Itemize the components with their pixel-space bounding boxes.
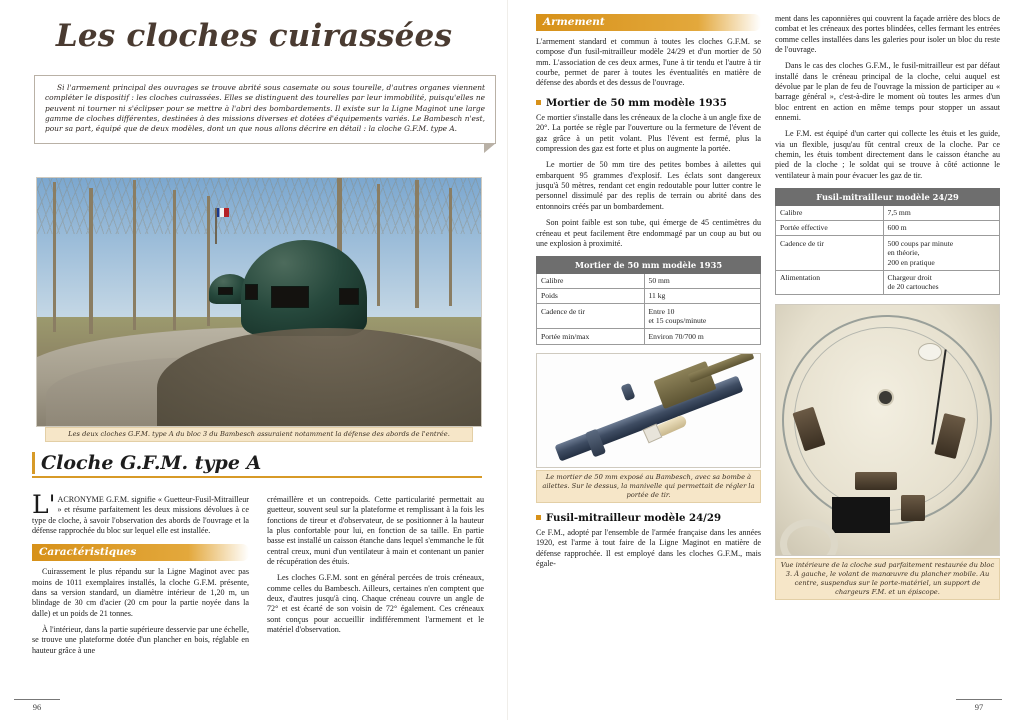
paragraph: Le F.M. est équipé d'un carter qui collecte les étuis et les guide, via un flexible, jusqu'au fût central creux de la cloche. Par ce chemin, les étuis tombent directement dans le caisson étanche au pied de la cloche ; le soldat qui se trouve à côté actionne le ventilateur à main pour évacuer les gaz de tir. — [775, 129, 1000, 180]
page-number-value: 96 — [32, 702, 42, 712]
caption-main-photo: Les deux cloches G.F.M. type A du bloc 3 du Bambesch assuraient notamment la défense des abords de l'entrée. — [45, 427, 473, 442]
page-number-left — [14, 699, 60, 712]
table-header-row — [537, 257, 761, 273]
table-cell-key: Portée effective — [776, 220, 884, 235]
paragraph: À l'intérieur, dans la partie supérieure desservie par une échelle, se trouve une plateforme dotée d'un plancher en bois, réglable en hauteur grâce à une — [32, 625, 249, 655]
table-cell-key: Poids — [537, 288, 645, 303]
table-cell-key: Calibre — [537, 273, 645, 288]
column-2 — [267, 495, 484, 662]
column-1 — [32, 490, 249, 662]
paragraph: ment dans les caponnières qui couvrent la façade arrière des blocs de combat et les créneaux des portes blindées, celles fermant les entrées comme celles installées dans les galeries pour isoler un bloc du reste de l'ouvrage. — [775, 14, 1000, 55]
column-end — [775, 14, 1000, 598]
table-cell-key: Cadence de tir — [776, 236, 884, 270]
table-fm — [775, 188, 1000, 295]
table-body — [537, 273, 761, 344]
page-right — [508, 0, 1016, 720]
paragraph: Ce mortier s'installe dans les créneaux de la cloche à un angle fixe de 20°. La portée se règle par l'ouverture ou la fermeture de l'évent de gaz grâce à un petit volant. Plus l'évent est fermé, plus la compression des gaz est forte et plus on augmente la portée. — [536, 113, 761, 154]
heading-mortier-label: Mortier de 50 mm modèle 1935 — [546, 96, 727, 109]
table-cell-value: 11 kg — [644, 288, 760, 303]
table-cell-value: 500 coups par minute en théorie, 200 en pratique — [883, 236, 999, 270]
table-title: Mortier de 50 mm modèle 1935 — [537, 257, 761, 273]
table-title: Fusil-mitrailleur modèle 24/29 — [776, 189, 1000, 205]
page-number-right — [956, 699, 1002, 712]
paragraph: Cuirassement le plus répandu sur la Ligne Maginot avec pas moins de 1011 exemplaires installés, la cloche G.F.M. présente, dans sa version standard, un diamètre intérieur de 1,20 m, un blindage de 30 cm d'acier (20 cm pour la partie noyée dans la dalle) et un poids de 21 tonnes. — [32, 567, 249, 618]
subhead-caracteristiques: Caractéristiques — [32, 544, 249, 561]
embrasure-dark — [832, 497, 890, 533]
intro-box — [34, 75, 496, 144]
table-row — [537, 304, 761, 329]
photo-cupolas — [36, 177, 482, 427]
column-middle — [536, 14, 761, 575]
photo-cupola-interior — [775, 304, 1000, 556]
table-row — [537, 288, 761, 303]
table-row — [537, 273, 761, 288]
magazine-rack — [855, 472, 897, 490]
table-cell-value: 50 mm — [644, 273, 760, 288]
table-body — [776, 205, 1000, 295]
caption-mortier: Le mortier de 50 mm exposé au Bambesch, avec sa bombe à ailettes. Sur le dessus, la manivelle qui permettait de régler la portée de tir. — [536, 470, 761, 503]
photo-mortier — [536, 353, 761, 468]
table-cell-key: Portée min/max — [537, 329, 645, 344]
embrasure-left — [245, 284, 258, 300]
subhead-armement: Armement — [536, 14, 761, 31]
table-mortier — [536, 256, 761, 344]
section-heading: Cloche G.F.M. type A — [32, 452, 482, 474]
table-row — [776, 236, 1000, 270]
table-row — [776, 205, 1000, 220]
table-cell-value: Environ 70/700 m — [644, 329, 760, 344]
page-number-rule — [956, 699, 1002, 700]
page-number-value: 97 — [974, 702, 984, 712]
table-cell-key: Calibre — [776, 205, 884, 220]
heading-rule — [32, 476, 482, 478]
intro-text: Si l'armement principal des ouvrages se trouve abrité sous casemate ou sous tourelle, d'autres organes viennent compléter le dispositif : les cloches cuirassées. Elles se distinguent des tourelles par leur immobilité, puisqu'elles ne peuvent ni tourner ni s'éclipser pour se mettre à l'abri des bombardements. Il existe sur la Ligne Maginot une large gamme de cloches différentes, destinées à des missions diverses et dotées d'équipements variés. Le Bambesch n'est, pour sa part, équipé que de deux modèles, dont un que nous allons décrire en détail : la cloche G.F.M. type A. — [45, 83, 485, 134]
table-cell-value: Entre 10 et 15 coups/minute — [644, 304, 760, 329]
table-cell-key: Alimentation — [776, 270, 884, 295]
table-header-row — [776, 189, 1000, 205]
paragraph: L'ACRONYME G.F.M. signifie « Guetteur-Fusil-Mitrailleur » et résume parfaitement les deux missions dévolues à ce type de cloche, à savoir l'observation des abords de l'ouvrage et la défense rapprochée du bloc sur lequel elle est installée. — [32, 490, 249, 536]
paragraph: crémaillère et un contrepoids. Cette particularité permettait au guetteur, souvent seul sur la plateforme et remplissant à la fois les fonctions de tireur et d'observateur, de se positionner à la hauteur la plus confortable pour lui, en fonction de sa taille. En partie basse est installé un caisson étanche dans lequel s'emmanche le fût central creux, muni d'un ventilateur à main et contenant un panier de récupération des étuis. — [267, 495, 484, 567]
paragraph: L'armement standard et commun à toutes les cloches G.F.M. se compose d'un fusil-mitrailleur modèle 24/29 et d'un mortier de 50 mm. L'association de ces deux armes, l'une à tir tendu et l'autre à tir courbe, permet de parer à toutes les éventualités en matière de défense des abords et des dessus de l'ouvrage. — [536, 37, 761, 88]
paragraph: Les cloches G.F.M. sont en général percées de trois créneaux, comme celles du Bambesch. Ailleurs, certaines n'en comptent que deux, d'autres jusqu'à cinq. Chaque créneau couvre un angle de 72° et est écarté de son voisin de 72° également. Ces créneaux sont conçus pour accueillir indifféremment l'armement et le matériel d'observation. — [267, 573, 484, 635]
french-flag — [215, 208, 229, 217]
flagpole — [215, 208, 217, 244]
embrasure-main — [271, 286, 309, 308]
table-cell-value: Chargeur droit de 20 cartouches — [883, 270, 999, 295]
embrasure-right — [339, 288, 359, 305]
heading-fm — [536, 513, 761, 523]
paragraph: Le mortier de 50 mm tire des petites bombes à ailettes qui embarquent 95 grammes d'explosif. Les éclats sont dangereux jusqu'à 50 mètres, rendant cet engin redoutable pour lutter contre le personnel dissimulé par des replis de terrain ou abrité dans des entonnoirs créés par un bombardement. — [536, 160, 761, 211]
embrasure — [218, 287, 233, 295]
paragraph: Ce F.M., adopté par l'ensemble de l'armée française dans les années 1920, est l'arme à tout faire de la Ligne Maginot en matière de défense rapprochée. Il est employé dans les cloches G.F.M., mais égale- — [536, 527, 761, 568]
table-cell-value: 600 m — [883, 220, 999, 235]
paragraph: Son point faible est son tube, qui émerge de 45 centimètres du créneau et peut facilement être endommagé par un coup au but ou une explosion à proximité. — [536, 218, 761, 248]
section-heading-wrap — [32, 452, 482, 478]
heading-fm-label: Fusil-mitrailleur modèle 24/29 — [546, 511, 722, 524]
paragraph: Dans le cas des cloches G.F.M., le fusil-mitrailleur est par défaut installé dans le créneau principal de la cloche, celui auquel est dévolue par le plan de feu de l'ouvrage la mission de participer au « barrage général », c'est-à-dire le moment où toutes les armes d'un bloc entrent en action en même temps pour stopper un assaut ennemi. — [775, 61, 1000, 123]
page-number-rule — [14, 699, 60, 700]
table-cell-value: 7,5 mm — [883, 205, 999, 220]
table-row — [537, 329, 761, 344]
table-row — [776, 270, 1000, 295]
tree-canopy — [37, 178, 481, 234]
left-page-columns — [32, 490, 484, 662]
table-cell-key: Cadence de tir — [537, 304, 645, 329]
table-row — [776, 220, 1000, 235]
bullet-square-icon — [536, 515, 541, 520]
caption-interior: Vue intérieure de la cloche sud parfaitement restaurée du bloc 3. À gauche, le volant de manœuvre du plancher mobile. Au centre, suspendus sur le porte-matériel, un support de chargeurs F.M. et un épiscope. — [775, 558, 1000, 600]
bullet-square-icon — [536, 100, 541, 105]
heading-mortier — [536, 98, 761, 108]
page-title: Les cloches cuirassées — [55, 18, 453, 54]
episcope — [901, 495, 925, 521]
